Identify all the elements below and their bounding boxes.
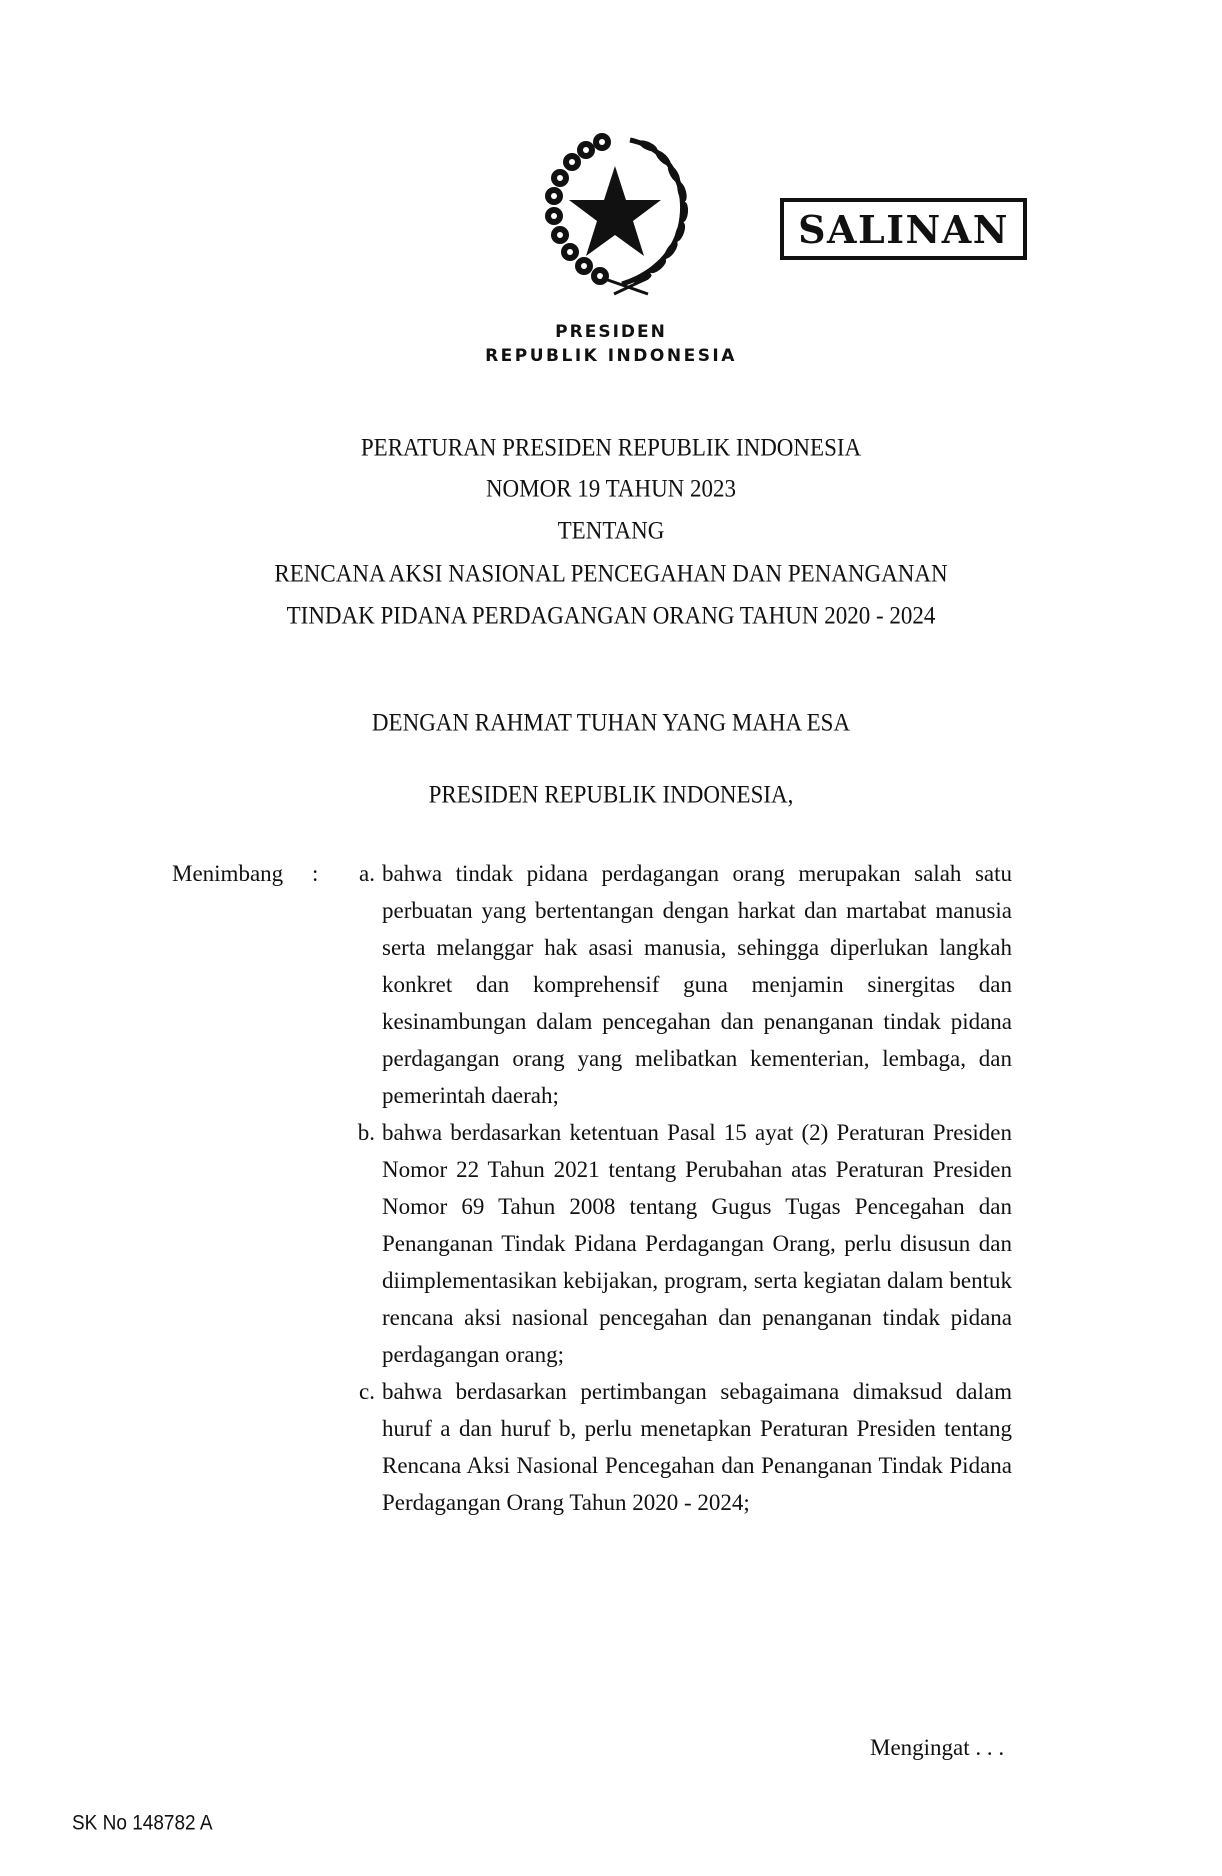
considering-colon: :: [312, 861, 319, 886]
considering-items: [342, 855, 1042, 1521]
title-line-subject-2: TINDAK PIDANA PERDAGANGAN ORANG TAHUN 2020 - 2024: [286, 601, 936, 629]
considering-label: Menimbang: [172, 861, 284, 886]
considering-item-b: [342, 1114, 1042, 1373]
page-continuation: Mengingat . . .: [870, 1735, 1005, 1760]
title-line-number: NOMOR 19 TAHUN 2023: [485, 474, 737, 502]
title-line-subject-1: RENCANA AKSI NASIONAL PENCEGAHAN DAN PENANGANAN: [274, 559, 948, 587]
title-line-regulation: PERATURAN PRESIDEN REPUBLIK INDONESIA: [360, 433, 862, 461]
title-line-about: TENTANG: [557, 516, 665, 544]
item-text: bahwa berdasarkan pertimbangan sebagaimana dimaksud dalam huruf a dan huruf b, perlu menetapkan Peraturan Presiden tentang Rencana Aksi Nasional Pencegahan dan Penanganan Tindak Pidana Perdagangan Orang Tahun 2020 - 2024;: [382, 1379, 1012, 1515]
considering-item-a: [342, 855, 1042, 1114]
presidential-emblem-icon: [530, 128, 700, 298]
item-letter: b.: [357, 1120, 375, 1145]
institution-line-1: PRESIDEN: [555, 322, 667, 342]
sk-number: SK No 148782 A: [72, 1812, 213, 1836]
item-text: bahwa berdasarkan ketentuan Pasal 15 ayat (2) Peraturan Presiden Nomor 22 Tahun 2021 tentang Perubahan atas Peraturan Presiden Nomor 69 Tahun 2008 tentang Gugus Tugas Pencegahan dan Penanganan Tindak Pidana Perdagangan Orang, perlu disusun dan diimplementasikan kebijakan, program, serta kegiatan dalam bentuk rencana aksi nasional pencegahan dan penanganan tindak pidana perdagangan orang;: [382, 1120, 1012, 1367]
item-letter: a.: [359, 861, 375, 886]
item-letter: c.: [359, 1379, 375, 1404]
institution-line-2: REPUBLIK INDONESIA: [485, 346, 737, 366]
invocation: DENGAN RAHMAT TUHAN YANG MAHA ESA: [371, 708, 851, 736]
item-text: bahwa tindak pidana perdagangan orang merupakan salah satu perbuatan yang bertentangan dengan harkat dan martabat manusia serta melanggar hak asasi manusia, sehingga diperlukan langkah konkret dan komprehensif guna menjamin sinergitas dan kesinambungan dalam pencegahan dan penanganan tindak pidana perdagangan orang yang melibatkan kementerian, lembaga, dan pemerintah daerah;: [382, 861, 1012, 1108]
considering-item-c: [342, 1373, 1042, 1521]
salinan-stamp: SALINAN: [780, 198, 1027, 260]
considering-section: [172, 855, 1042, 1521]
authority: PRESIDEN REPUBLIK INDONESIA,: [428, 780, 794, 808]
